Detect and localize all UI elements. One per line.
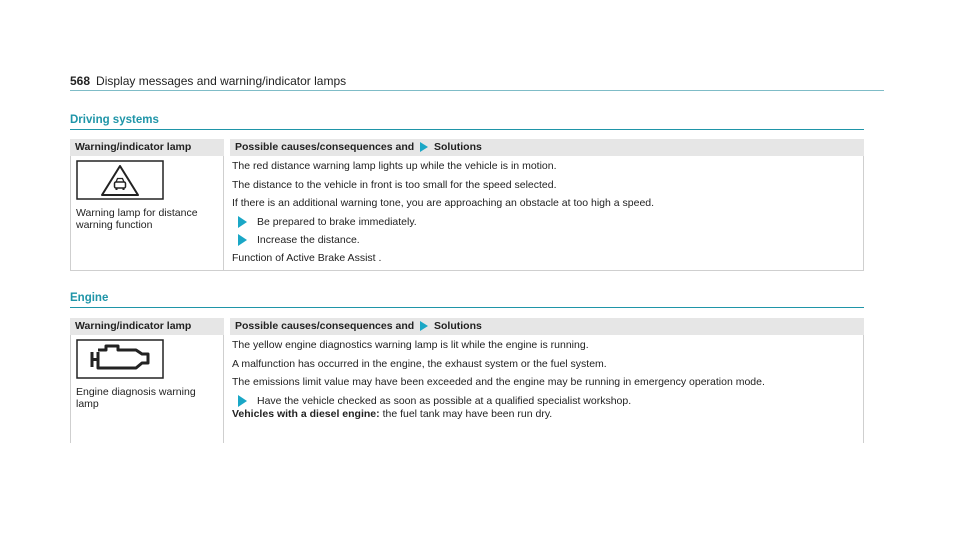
diesel-note-label: Vehicles with a diesel engine: [232,407,380,420]
diesel-note [232,408,855,421]
section-title-engine: Engine [70,292,109,304]
page-header-title: Display messages and warning/indicator lamps [96,74,347,88]
header-causes [230,139,864,156]
header-solutions-label: Solutions [434,141,482,153]
cause-line: The distance to the vehicle in front is too small for the speed selected. [232,178,557,191]
cause-line: The yellow engine diagnostics warning lamp is lit while the engine is running. [232,339,589,351]
cause-line: If there is an additional warning tone, you are approaching an obstacle at too high a speed. [232,197,655,209]
solution-arrow-icon [420,142,428,152]
header-lamp: Warning/indicator lamp [70,139,224,156]
header-lamp: Warning/indicator lamp [70,318,224,335]
solution-arrow-icon [238,216,247,228]
function-note: Function of Active Brake Assist . [232,251,382,264]
engine-diagnosis-icon [76,339,164,379]
diesel-note-text: the fuel tank may have been run dry. [382,407,553,420]
cause-line: The red distance warning lamp lights up while the vehicle is in motion. [232,160,557,172]
solution-arrow-icon [238,234,247,246]
page-header [70,74,346,88]
lamp-label: Engine diagnosis warning lamp [76,386,196,410]
causes-cell [224,156,864,270]
solution-arrow-icon [420,321,428,331]
distance-warning-triangle-icon [76,160,164,200]
table-row [70,156,864,271]
lamp-cell [70,335,224,443]
causes-cell [224,335,864,443]
solution-text: Increase the distance. [257,233,360,246]
header-causes-label: Possible causes/consequences and [235,320,415,332]
lamp-cell [70,156,224,270]
lamp-label: Warning lamp for distance warning function [76,207,198,231]
section-rule [70,307,864,308]
header-rule [70,90,884,91]
solution-text: Have the vehicle checked as soon as possible at a qualified specialist workshop. [257,394,632,407]
section-rule [70,129,864,130]
solution-item [232,216,855,229]
solution-item [232,234,855,247]
solution-item [232,395,855,408]
table-header-row [70,318,864,335]
driving-systems-table [70,139,864,271]
table-header-row [70,139,864,156]
solution-arrow-icon [238,395,247,407]
solution-text: Be prepared to brake immediately. [257,215,417,228]
section-title-driving-systems: Driving systems [70,114,159,126]
header-causes [230,318,864,335]
header-causes-label: Possible causes/consequences and [235,141,415,153]
table-row [70,335,864,443]
cause-line: A malfunction has occurred in the engine, the exhaust system or the fuel system. [232,357,607,370]
page-number: 568 [70,74,91,88]
engine-table [70,318,864,443]
header-solutions-label: Solutions [434,320,482,332]
cause-line: The emissions limit value may have been exceeded and the engine may be running in emergency operation mode. [232,376,765,388]
